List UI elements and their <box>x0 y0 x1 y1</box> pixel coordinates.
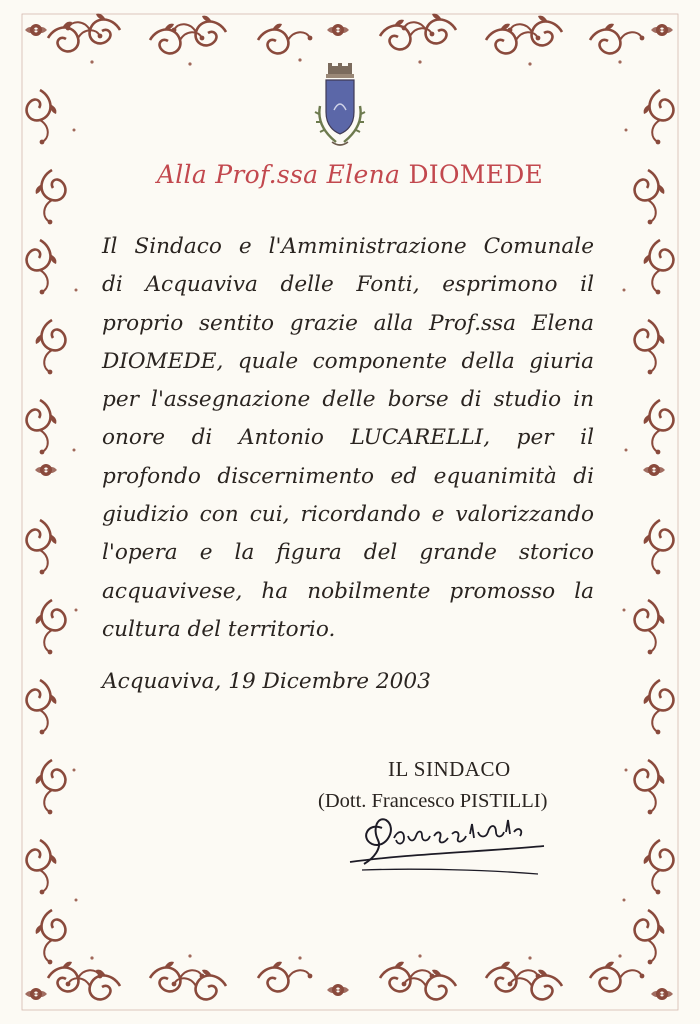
body-line: acquavivese, ha nobilmente promosso la <box>102 578 594 604</box>
body-line: profondo discernimento ed equanimità di <box>102 463 594 489</box>
body-line: proprio sentito grazie alla Prof.ssa Elena <box>102 310 594 336</box>
body-line: DIOMEDE, quale componente della giuria <box>102 348 594 374</box>
body-line: l'opera e la figura del grande storico <box>102 540 594 566</box>
municipal-coat-of-arms-icon <box>310 62 370 154</box>
signatory-name: (Dott. Francesco PISTILLI) <box>318 790 548 812</box>
body-line: onore di Antonio LUCARELLI, per il <box>102 425 594 451</box>
recipient-heading <box>0 160 700 189</box>
recipient-surname: DIOMEDE <box>408 160 544 189</box>
body-line: per l'assegnazione delle borse di studio in <box>102 387 594 413</box>
body-line: giudizio con cui, ricordando e valorizzando <box>102 502 594 528</box>
handwritten-signature-icon <box>338 798 558 882</box>
certificate-body <box>102 228 594 649</box>
body-line: cultura del territorio. <box>102 616 336 642</box>
place-date: Acquaviva, 19 Dicembre 2003 <box>102 669 431 694</box>
body-line: di Acquaviva delle Fonti, esprimono il <box>102 272 594 298</box>
signatory-title: IL SINDACO <box>388 757 511 781</box>
body-line: Il Sindaco e l'Amministrazione Comunale <box>102 234 594 259</box>
recipient-prefix: Alla Prof.ssa Elena <box>156 160 401 189</box>
